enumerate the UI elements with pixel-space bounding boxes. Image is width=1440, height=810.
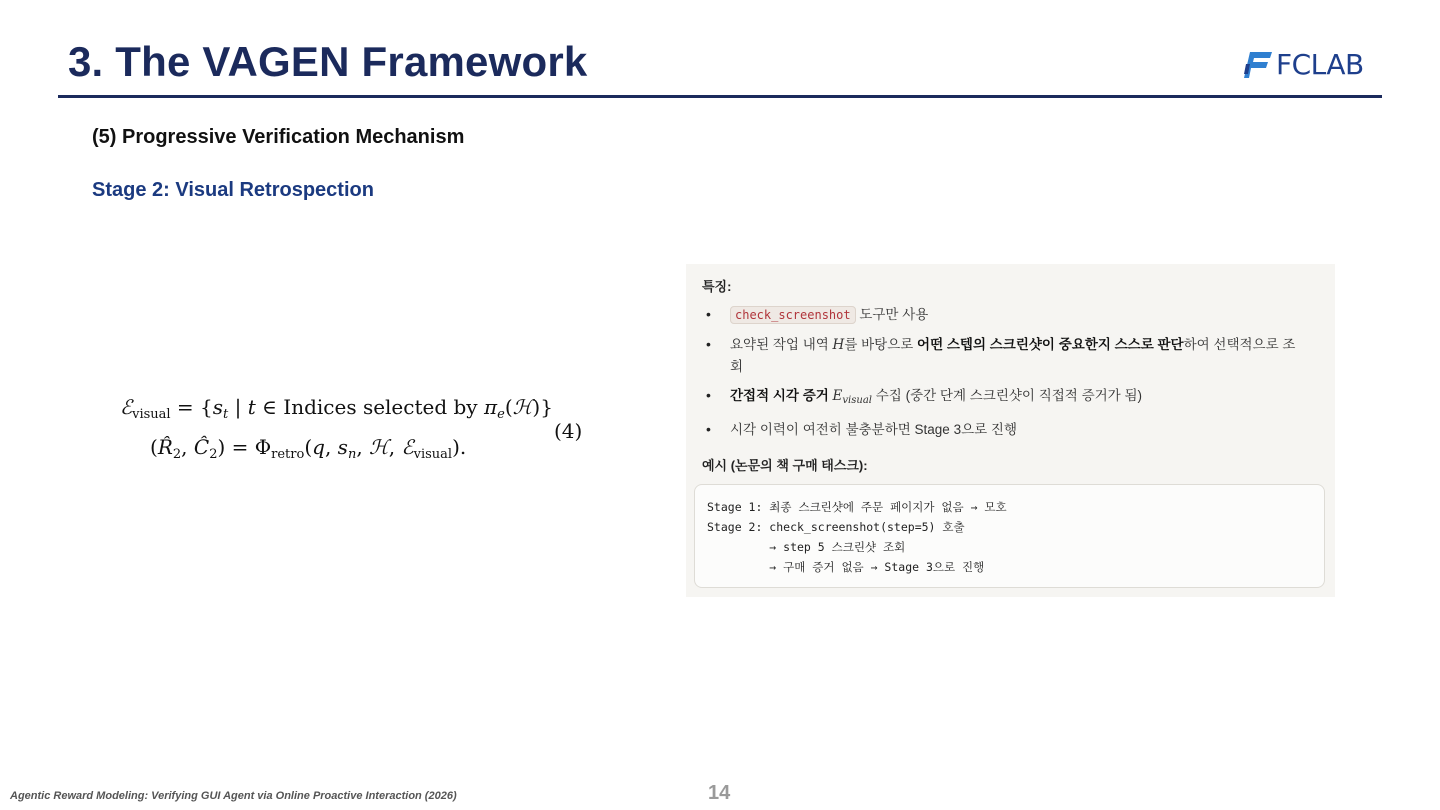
fclab-logo-icon	[1244, 52, 1272, 78]
features-list	[704, 304, 1304, 448]
page-number: 14	[708, 782, 731, 804]
bullet-text: 를 바탕으로	[844, 337, 918, 352]
math-symbol: E	[832, 388, 843, 404]
equation-number: (4)	[554, 419, 583, 443]
code-line: Stage 1: 최종 스크린샷에 주문 페이지가 없음 → 모호	[707, 500, 1007, 514]
bullet-bold-text: 간접적 시각 증거	[730, 388, 833, 403]
bullet-text: 도구만 사용	[855, 307, 929, 322]
list-item	[704, 385, 1304, 411]
slide-title: 3. The VAGEN Framework	[68, 38, 588, 85]
equation-line-1: ℰ$_{visual}$ = {$s_t$ | t ∈ Indices selected by $\pi_e(ℋ)$}	[120, 395, 553, 422]
bullet-text: 요약된 작업 내역	[730, 337, 833, 352]
math-symbol: H	[832, 337, 845, 353]
code-line: → 구매 증거 없음 → Stage 3으로 진행	[707, 560, 985, 574]
list-item	[704, 419, 1304, 440]
bullet-text: 시각 이력이 여전히 불충분하면 Stage 3으로 진행	[730, 422, 1017, 437]
bullet-bold-text: 어떤 스텝의 스크린샷이 중요한지 스스로 판단	[917, 337, 1184, 352]
example-code-block	[694, 484, 1325, 588]
section-subheading: (5) Progressive Verification Mechanism	[92, 126, 465, 148]
equation-line-2: ($R̂_2$, $Ĉ_2) = \Phi_{retro}(q$, $s_n$, ℋ, ℰ$_{visual}$).	[150, 435, 467, 462]
features-panel	[686, 264, 1335, 597]
inline-code: check_screenshot	[730, 306, 856, 324]
title-divider	[58, 95, 1382, 98]
list-item	[704, 304, 1304, 326]
bullet-text: 하여 선택적으로 조회	[730, 337, 1296, 374]
fclab-logo	[1244, 48, 1364, 81]
list-item	[704, 334, 1304, 377]
logo-text: FCLAB	[1276, 48, 1364, 81]
code-line: Stage 2: check_screenshot(step=5) 호출	[707, 520, 965, 534]
example-heading: 예시 (논문의 책 구매 태스크):	[702, 458, 868, 473]
stage-title: Stage 2: Visual Retrospection	[92, 179, 374, 201]
footer-citation: Agentic Reward Modeling: Verifying GUI Agent via Online Proactive Interaction (2026)	[10, 790, 457, 802]
math-subscript: visual	[842, 395, 872, 406]
bullet-text: 수집 (중간 단계 스크린샷이 직접적 증거가 됨)	[872, 388, 1142, 403]
code-line: → step 5 스크린샷 조회	[707, 540, 906, 554]
features-heading: 특징:	[702, 279, 732, 294]
